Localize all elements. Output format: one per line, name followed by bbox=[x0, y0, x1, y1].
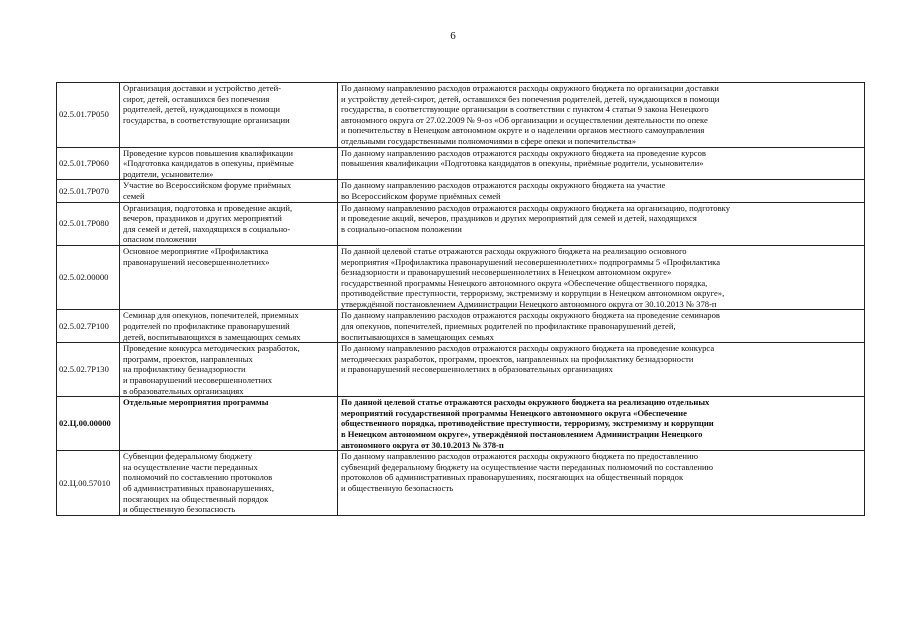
description-line: отдельными государственными полномочиями в сфере опеки и попечительства» bbox=[341, 135, 637, 146]
expense-direction-name bbox=[120, 343, 338, 397]
description-line: По данному направлению расходов отражаются расходы окружного бюджета на участие bbox=[341, 180, 666, 191]
description-line: автономного округа от 27.02.2009 № 9-оз «Об организации и осуществлении деятельности по опеке bbox=[341, 114, 708, 125]
name-line: для семей и детей, находящихся в социально- bbox=[123, 223, 291, 234]
target-article-code: 02.5.01.7Р080 bbox=[57, 202, 120, 245]
name-line: опасном положении bbox=[123, 234, 197, 245]
name-line: об административных правонарушениях, bbox=[123, 482, 274, 493]
expense-description bbox=[338, 180, 865, 202]
description-line: По данному направлению расходов отражаются расходы окружного бюджета на проведение курсов bbox=[341, 147, 706, 158]
name-line: на профилактику безнадзорности bbox=[123, 364, 246, 375]
description-line: и устройству детей-сирот, детей, оставшихся без попечения родителей, детей, нуждающихся в помощи bbox=[341, 93, 720, 104]
description-line: противодействие преступности, терроризму, экстремизму и коррупции в Ненецком автономном округе», bbox=[341, 288, 725, 299]
description-line: По данному направлению расходов отражаются расходы окружного бюджета на проведение семинаров bbox=[341, 310, 720, 321]
name-line: Организация доставки и устройство детей- bbox=[123, 83, 282, 93]
description-line: субвенций федеральному бюджету на осуществление части переданных полномочий по составлению bbox=[341, 461, 714, 472]
name-line: Субвенции федеральному бюджету bbox=[123, 451, 253, 462]
expense-description bbox=[338, 147, 865, 180]
description-line: безнадзорности и правонарушений несовершеннолетних в Ненецком автономном округе» bbox=[341, 267, 672, 278]
name-line: на осуществление части переданных bbox=[123, 461, 258, 472]
table-row bbox=[57, 310, 865, 343]
table-row bbox=[57, 202, 865, 245]
target-article-code: 02.Ц.00.57010 bbox=[57, 451, 120, 516]
name-line: посягающих на общественный порядок bbox=[123, 493, 269, 504]
table-row bbox=[57, 83, 865, 148]
description-line: По данной целевой статье отражаются расходы окружного бюджета на реализацию основного bbox=[341, 245, 687, 256]
description-line: утверждённой постановлением Администрации Ненецкого автономного округа от 30.10.2013 № 378-п bbox=[341, 298, 717, 309]
table-row bbox=[57, 245, 865, 310]
expense-direction-name bbox=[120, 245, 338, 310]
name-line: Проведение курсов повышения квалификации bbox=[123, 147, 293, 158]
name-line: и общественную безопасность bbox=[123, 504, 236, 515]
name-line: государства, в соответствующие организации bbox=[123, 114, 290, 125]
name-line: вечеров, праздников и других мероприятий bbox=[123, 213, 282, 224]
description-line: мероприятия «Профилактика правонарушений несовершеннолетних» подпрограммы 5 «Профилактика bbox=[341, 256, 721, 267]
description-line: По данному направлению расходов отражаются расходы окружного бюджета по организации доставки bbox=[341, 83, 719, 93]
description-line: По данной целевой статье отражаются расходы окружного бюджета на реализацию отдельных bbox=[341, 397, 710, 408]
expense-description bbox=[338, 310, 865, 343]
description-line: и правонарушений несовершеннолетних в образовательных организациях bbox=[341, 364, 613, 375]
name-line: Основное мероприятие «Профилактика bbox=[123, 245, 269, 256]
name-line: детей, воспитывающихся в замещающих семьях bbox=[123, 331, 301, 342]
name-line: родители, усыновители» bbox=[123, 168, 214, 179]
description-line: повышения квалификации «Подготовка кандидатов в опекуны, приёмные родители, усыновители» bbox=[341, 158, 704, 169]
description-line: в социально-опасном положении bbox=[341, 223, 462, 234]
description-line: протоколов об административных правонарушениях, посягающих на общественный порядок bbox=[341, 472, 684, 483]
description-line: государственной программы Ненецкого автономного округа «Обеспечение общественного порядка, bbox=[341, 277, 708, 288]
table-row bbox=[57, 397, 865, 451]
expense-direction-name bbox=[120, 202, 338, 245]
description-line: По данному направлению расходов отражаются расходы окружного бюджета на проведение конкурса bbox=[341, 343, 715, 354]
table-body bbox=[57, 83, 865, 516]
expense-direction-name bbox=[120, 147, 338, 180]
expense-direction-name bbox=[120, 397, 338, 451]
description-line: государства, в соответствующие организации в соответствии с пунктом 4 статьи 9 закона Ненецкого bbox=[341, 104, 709, 115]
target-article-code: 02.5.02.7Р130 bbox=[57, 343, 120, 397]
description-line: мероприятий государственной программы Ненецкого автономного округа «Обеспечение bbox=[341, 407, 687, 418]
expense-direction-name bbox=[120, 83, 338, 148]
expense-direction-name bbox=[120, 180, 338, 202]
budget-classification-table bbox=[56, 82, 865, 516]
name-line: полномочий по составлению протоколов bbox=[123, 472, 273, 483]
target-article-code: 02.5.01.7Р050 bbox=[57, 83, 120, 148]
description-line: автономного округа от 30.10.2013 № 378-п bbox=[341, 439, 504, 450]
name-line: правонарушений несовершеннолетних» bbox=[123, 256, 270, 267]
name-line: Семинар для опекунов, попечителей, приемных bbox=[123, 310, 299, 321]
name-line: в образовательных организациях bbox=[123, 385, 244, 396]
description-line: во Всероссийском форуме приёмных семей bbox=[341, 190, 501, 201]
table-row bbox=[57, 343, 865, 397]
target-article-code: 02.5.02.7Р100 bbox=[57, 310, 120, 343]
description-line: для опекунов, попечителей, приемных родителей по профилактике правонарушений детей, bbox=[341, 321, 676, 332]
table-row bbox=[57, 180, 865, 202]
expense-description bbox=[338, 245, 865, 310]
name-line: родителей по профилактике правонарушений bbox=[123, 321, 290, 332]
target-article-code: 02.5.02.00000 bbox=[57, 245, 120, 310]
description-line: общественного порядка, противодействие преступности, терроризму, экстремизму и коррупции bbox=[341, 418, 714, 429]
table-row bbox=[57, 451, 865, 516]
name-line: и правонарушений несовершеннолетних bbox=[123, 375, 273, 386]
name-line: программ, проектов, направленных bbox=[123, 353, 253, 364]
name-line: сирот, детей, оставшихся без попечения bbox=[123, 93, 270, 104]
table-row bbox=[57, 147, 865, 180]
description-line: методических разработок, программ, проектов, направленных на профилактику безнадзорности bbox=[341, 353, 694, 364]
name-line: Участие во Всероссийском форуме приёмных bbox=[123, 180, 292, 191]
expense-description bbox=[338, 83, 865, 148]
target-article-code: 02.5.01.7Р070 bbox=[57, 180, 120, 202]
description-line: и общественную безопасность bbox=[341, 482, 454, 493]
expense-description bbox=[338, 343, 865, 397]
description-line: воспитывающихся в замещающих семьях bbox=[341, 331, 494, 342]
name-line: Организация, подготовка и проведение акций, bbox=[123, 202, 293, 213]
description-line: в Ненецком автономном округе», утверждённой постановлением Администрации Ненецкого bbox=[341, 429, 703, 439]
name-line: «Подготовка кандидатов в опекуны, приёмные bbox=[123, 158, 294, 169]
target-article-code: 02.Ц.00.00000 bbox=[57, 397, 120, 451]
description-line: По данному направлению расходов отражаются расходы окружного бюджета по предоставлению bbox=[341, 451, 698, 462]
description-line: и проведение акций, вечеров, праздников и других мероприятий для семей и детей, находящихся bbox=[341, 213, 697, 224]
description-line: По данному направлению расходов отражаются расходы окружного бюджета на организацию, подготовку bbox=[341, 202, 730, 213]
name-line: семей bbox=[123, 190, 145, 201]
name-line: Проведение конкурса методических разработок, bbox=[123, 343, 300, 354]
expense-description bbox=[338, 202, 865, 245]
page-number: 6 bbox=[450, 30, 456, 42]
expense-description bbox=[338, 397, 865, 451]
expense-direction-name bbox=[120, 310, 338, 343]
name-line: Отдельные мероприятия программы bbox=[123, 397, 269, 408]
expense-direction-name bbox=[120, 451, 338, 516]
description-line: и попечительству в Ненецком автономном округе и о наделении органов местного самоуправления bbox=[341, 125, 705, 136]
name-line: родителей, детей, нуждающихся в помощи bbox=[123, 104, 280, 115]
expense-description bbox=[338, 451, 865, 516]
target-article-code: 02.5.01.7Р060 bbox=[57, 147, 120, 180]
